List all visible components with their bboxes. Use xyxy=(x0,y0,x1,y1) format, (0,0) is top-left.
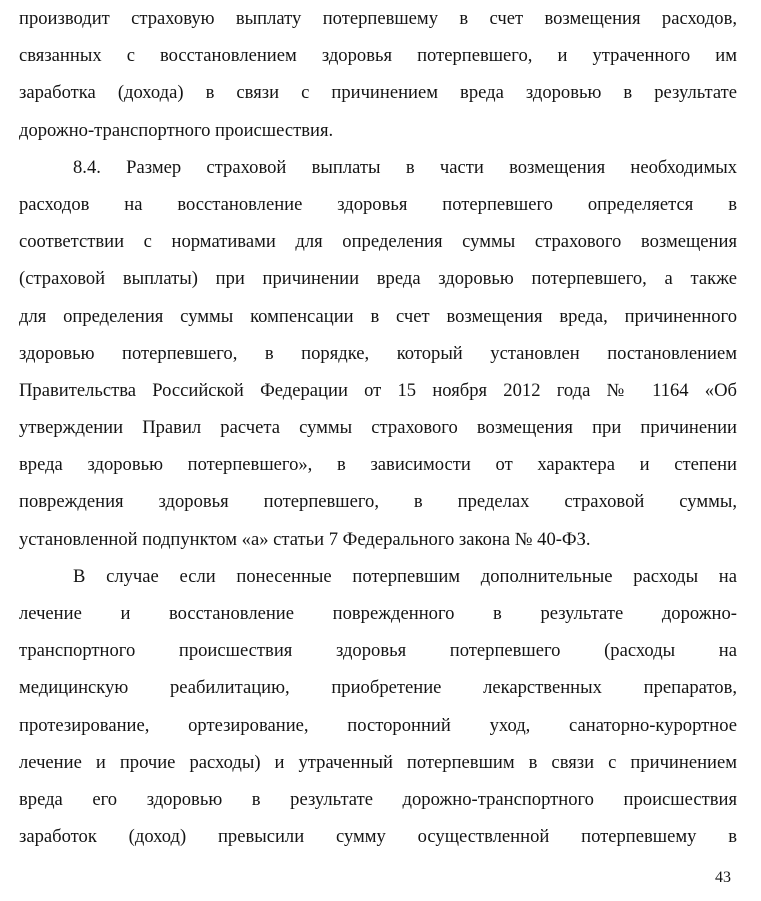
text-line: медицинскую реабилитацию, приобретение лекарственных препаратов, xyxy=(19,677,737,699)
text-line: (страховой выплаты) при причинении вреда здоровью потерпевшего, а также xyxy=(19,268,737,290)
text-line: 8.4. Размер страховой выплаты в части возмещения необходимых xyxy=(73,156,737,178)
text-line: Правительства Российской Федерации от 15 ноября 2012 года № 1164 «Об xyxy=(19,379,737,401)
body-text xyxy=(19,0,737,855)
text-line: заработка (дохода) в связи с причинением вреда здоровью в результате xyxy=(19,82,737,104)
text-line: установленной подпунктом «а» статьи 7 Федерального закона № 40-ФЗ. xyxy=(19,528,591,550)
text-line: транспортного происшествия здоровья потерпевшего (расходы на xyxy=(19,640,737,662)
text-line: для определения суммы компенсации в счет возмещения вреда, причиненного xyxy=(19,305,737,327)
text-line: связанных с восстановлением здоровья потерпевшего, и утраченного им xyxy=(19,45,737,67)
text-line: утверждении Правил расчета суммы страхового возмещения при причинении xyxy=(19,417,737,439)
text-line: протезирование, ортезирование, посторонний уход, санаторно-курортное xyxy=(19,714,737,736)
text-line: вреда здоровью потерпевшего», в зависимости от характера и степени xyxy=(19,454,737,476)
text-line: В случае если понесенные потерпевшим дополнительные расходы на xyxy=(73,565,737,587)
text-line: здоровью потерпевшего, в порядке, который установлен постановлением xyxy=(19,342,737,364)
page-number: 43 xyxy=(715,869,731,886)
text-line: дорожно-транспортного происшествия. xyxy=(19,119,334,141)
text-line: производит страховую выплату потерпевшему в счет возмещения расходов, xyxy=(19,8,737,29)
text-line: лечение и прочие расходы) и утраченный потерпевшим в связи с причинением xyxy=(19,751,737,773)
text-line: заработок (доход) превысили сумму осуществленной потерпевшему в xyxy=(19,826,737,848)
text-line: вреда его здоровью в результате дорожно-транспортного происшествия xyxy=(19,788,737,810)
text-line: соответствии с нормативами для определения суммы страхового возмещения xyxy=(19,231,737,253)
text-line: лечение и восстановление поврежденного в результате дорожно- xyxy=(19,603,737,624)
text-line: повреждения здоровья потерпевшего, в пределах страховой суммы, xyxy=(19,491,737,513)
text-line: расходов на восстановление здоровья потерпевшего определяется в xyxy=(19,193,737,215)
